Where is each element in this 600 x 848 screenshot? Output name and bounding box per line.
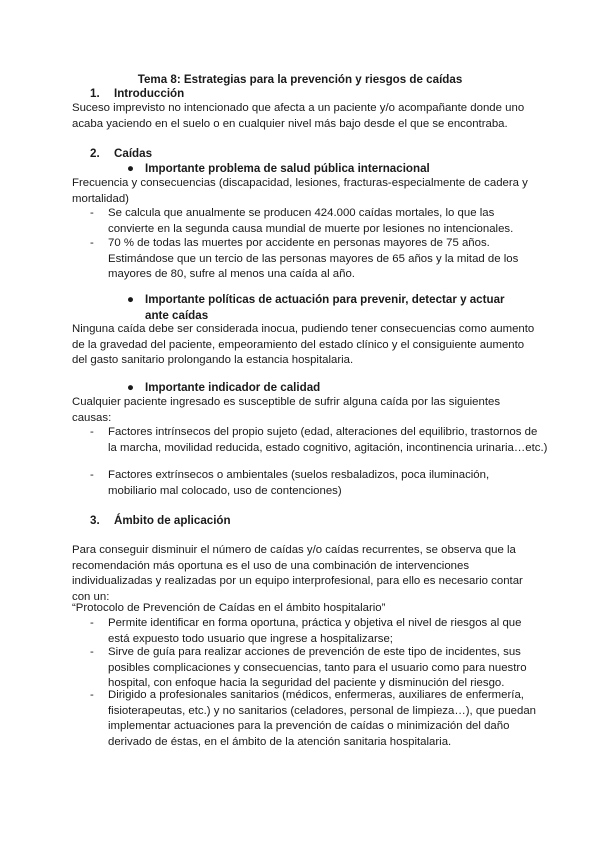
section-2-dash-item-3-text: Factores intrínsecos del propio sujeto (edad, alteraciones del equilibrio, trastornos de la marcha, movilidad reducida, estado cognitivo, agitación, incontinencia urinaria…etc.) (108, 426, 548, 454)
section-3-dash-item-2 (90, 645, 538, 692)
dash-icon: - (90, 469, 94, 481)
section-3-title: Ámbito de aplicación (114, 514, 231, 527)
section-3-heading (90, 513, 231, 529)
section-2-bullet-2 (127, 292, 525, 323)
section-2-paragraph-1: Frecuencia y consecuencias (discapacidad, lesiones, fracturas-especialmente de cadera y mortalidad) (72, 177, 528, 205)
bullet-icon: ● (127, 293, 135, 306)
section-2-dash-item-2 (90, 236, 538, 283)
bullet-icon: ● (127, 381, 135, 394)
section-2-bullet-1 (127, 161, 430, 177)
section-2-bullet-3 (127, 380, 321, 396)
section-2-bullet-2-text: Importante políticas de actuación para prevenir, detectar y actuar ante caídas (145, 293, 505, 322)
section-3-dash-item-2-text: Sirve de guía para realizar acciones de prevención de este tipo de incidentes, sus posibles complicaciones y consecuencias, tanto para el usuario como para nuestro hospital, con enfoque hacia la seguridad del paciente y disminución del riesgo. (108, 646, 527, 690)
section-2-paragraph-2: Ninguna caída debe ser considerada inocua, pudiendo tener consecuencias como aumento de la gravedad del paciente, empeoramiento del estado clínico y el consiguiente aumento del gasto sanitario prolongando la estancia hospitalaria. (72, 323, 535, 367)
section-2-dash-item-3 (90, 425, 548, 456)
section-2-heading (90, 146, 152, 162)
section-3-paragraph-2: “Protocolo de Prevención de Caídas en el ámbito hospitalario” (72, 602, 386, 614)
dash-icon: - (90, 617, 94, 629)
dash-icon: - (90, 426, 94, 438)
section-3-dash-item-1-text: Permite identificar en forma oportuna, práctica y objetiva el nivel de riesgos al que está expuesto todo usuario que ingrese a hospitalizarse; (108, 617, 522, 645)
section-2-dash-item-2-text: 70 % de todas las muertes por accidente en personas mayores de 75 años. Estimándose que un tercio de las personas mayores de 65 años y la mitad de los mayores de 80, sufre al menos una caída al año. (108, 237, 519, 281)
dash-icon: - (90, 207, 94, 219)
section-2-paragraph-3: Cualquier paciente ingresado es susceptible de sufrir alguna caída por las siguientes causas: (72, 396, 501, 424)
section-3-dash-item-1 (90, 616, 538, 647)
section-2-title: Caídas (114, 147, 153, 160)
dash-icon: - (90, 689, 94, 701)
section-3-dash-item-3 (90, 688, 538, 750)
document-title: Tema 8: Estrategias para la prevención y riesgos de caídas (137, 73, 463, 86)
section-2-number: 2. (90, 147, 100, 160)
section-2-dash-item-4 (90, 468, 518, 499)
section-1-title: Introducción (114, 87, 185, 100)
section-1-number: 1. (90, 87, 100, 100)
section-1-paragraph: Suceso imprevisto no intencionado que afecta a un paciente y/o acompañante donde uno acaba yaciendo en el suelo o en cualquier nivel más bajo desde el que se encontraba. (72, 102, 525, 130)
section-1-heading (90, 86, 184, 102)
section-2-bullet-3-text: Importante indicador de calidad (145, 381, 321, 394)
section-3-number: 3. (90, 514, 100, 527)
bullet-icon: ● (127, 162, 135, 175)
section-2-dash-item-1 (90, 206, 538, 237)
section-2-bullet-1-text: Importante problema de salud pública internacional (145, 162, 430, 175)
section-2-dash-item-4-text: Factores extrínsecos o ambientales (suelos resbaladizos, poca iluminación, mobiliario mal colocado, uso de contenciones) (108, 469, 490, 497)
dash-icon: - (90, 646, 94, 658)
section-3-paragraph-1: Para conseguir disminuir el número de caídas y/o caídas recurrentes, se observa que la recomendación más oportuna es el uso de una combinación de intervenciones individualizadas y realizadas por un equipo interprofesional, para ello es necesario contar con un: (72, 544, 523, 603)
section-2-dash-item-1-text: Se calcula que anualmente se producen 424.000 caídas mortales, lo que las convierte en la segunda causa mundial de muerte por lesiones no intencionales. (108, 207, 514, 235)
section-3-dash-item-3-text: Dirigido a profesionales sanitarios (médicos, enfermeras, auxiliares de enfermería, fisioterapeutas, etc.) y no sanitarios (celadores, personal de limpieza…), que puedan implementar actuaciones para la prevención de caídas o minimización del daño derivado de éstas, en el ámbito de la atención sanitaria hospitalaria. (108, 689, 537, 748)
dash-icon: - (90, 237, 94, 249)
